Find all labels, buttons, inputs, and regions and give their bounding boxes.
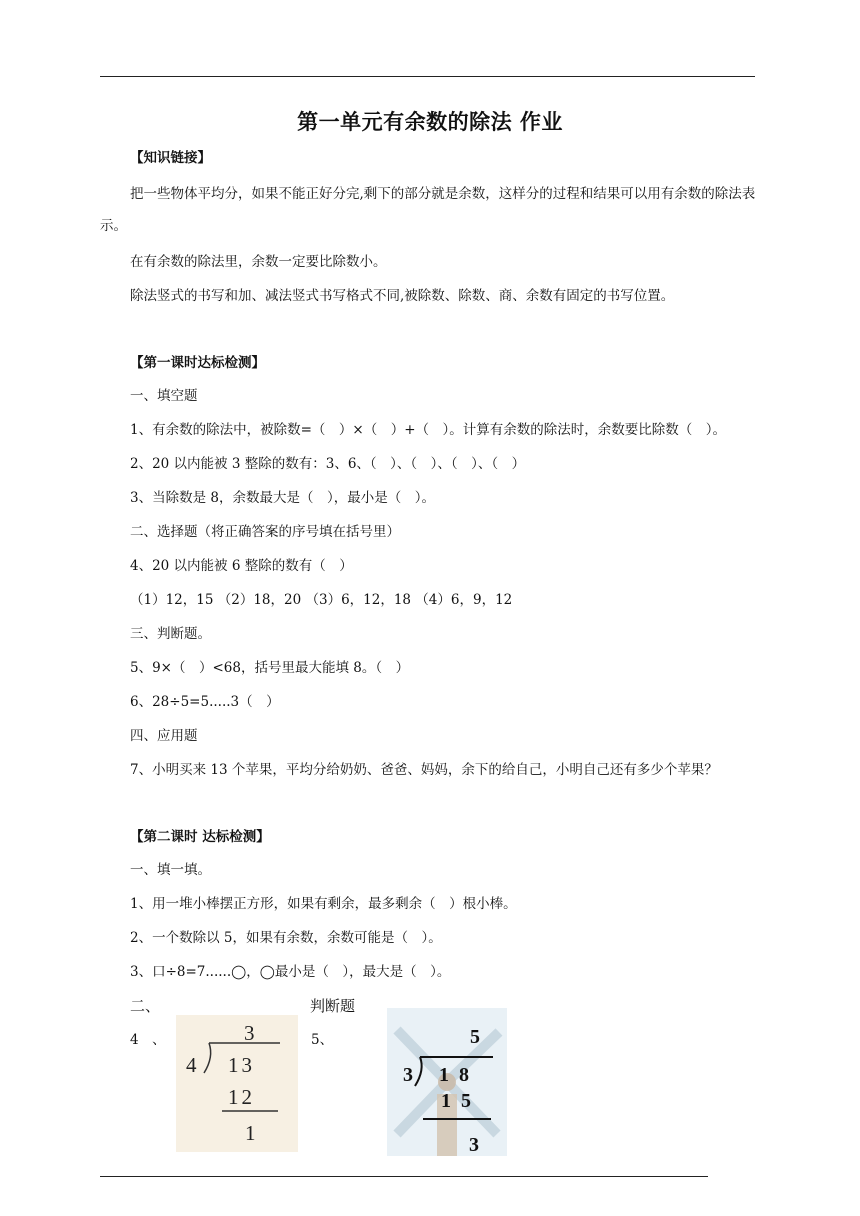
question-1: 1、有余数的除法中，被除数=（ ）×（ ）+（ ）。计算有余数的除法时，余数要比除数（ ）。 <box>130 422 727 438</box>
question-4-label: 4 、 <box>130 1032 166 1048</box>
question-5: 5、9×（ ）<68，括号里最大能填 8。（ ） <box>130 660 410 676</box>
header-rule <box>100 76 755 77</box>
remainder: 3 <box>469 1134 479 1156</box>
section-label: 二、 <box>130 997 161 1015</box>
question-6: 6、28÷5=5.....3（ ） <box>130 694 280 710</box>
question-1: 1、用一堆小棒摆正方形，如果有剩余，最多剩余（ ）根小棒。 <box>130 896 517 912</box>
question-2: 2、20 以内能被 3 整除的数有：3、6、（ ）、（ ）、（ ）、（ ） <box>130 456 526 472</box>
page-title: 第一单元有余数的除法 作业 <box>297 110 563 134</box>
question-2: 2、一个数除以 5，如果有余数，余数可能是（ ）。 <box>130 930 442 946</box>
divisor: 3 <box>403 1064 413 1086</box>
product: 12 <box>228 1085 255 1109</box>
section-label: 一、填一填。 <box>130 862 211 878</box>
section-label: 二、选择题（将正确答案的序号填在括号里） <box>130 524 400 540</box>
question-3: 3、口÷8=7......◯，◯最小是（ ），最大是（ ）。 <box>130 964 451 980</box>
quotient: 5 <box>470 1026 480 1048</box>
knowledge-paragraph: 在有余数的除法里，余数一定要比除数小。 <box>130 254 387 270</box>
lesson1-heading: 【第一课时达标检测】 <box>130 355 265 371</box>
dividend: 13 <box>228 1053 255 1077</box>
remainder: 1 <box>245 1121 256 1145</box>
dividend: 18 <box>439 1064 479 1086</box>
division-bracket-lines <box>176 1015 298 1152</box>
section-label: 一、填空题 <box>130 388 198 404</box>
section-label: 三、判断题。 <box>130 626 211 642</box>
section-label: 四、应用题 <box>130 728 198 744</box>
question-4-options: （1）12，15 （2）18，20 （3）6，12，18 （4）6，9，12 <box>130 592 513 608</box>
question-3: 3、当除数是 8，余数最大是（ ），最小是（ ）。 <box>130 490 435 506</box>
knowledge-paragraph: 把一些物体平均分，如果不能正好分完,剩下的部分就是余数，这样分的过程和结果可以用有余数的除法表示。 <box>100 186 756 234</box>
lesson2-heading: 【第二课时 达标检测】 <box>130 829 270 845</box>
question-4: 4、20 以内能被 6 整除的数有（ ） <box>130 558 353 574</box>
quotient: 3 <box>244 1021 255 1045</box>
question-7: 7、小明买来 13 个苹果，平均分给奶奶、爸爸、妈妈，余下的给自己，小明自己还有多少个苹果？ <box>130 762 718 778</box>
section-label: 判断题 <box>310 997 356 1015</box>
knowledge-heading: 【知识链接】 <box>130 150 211 166</box>
question-5-label: 5、 <box>311 1032 334 1048</box>
footer-rule <box>100 1176 708 1177</box>
long-division-figure <box>387 1008 507 1156</box>
divisor: 4 <box>186 1053 197 1077</box>
long-division-figure <box>176 1015 298 1152</box>
product: 15 <box>441 1090 481 1112</box>
knowledge-paragraph: 除法竖式的书写和加、减法竖式书写格式不同,被除数、除数、商、余数有固定的书写位置。 <box>130 288 675 304</box>
